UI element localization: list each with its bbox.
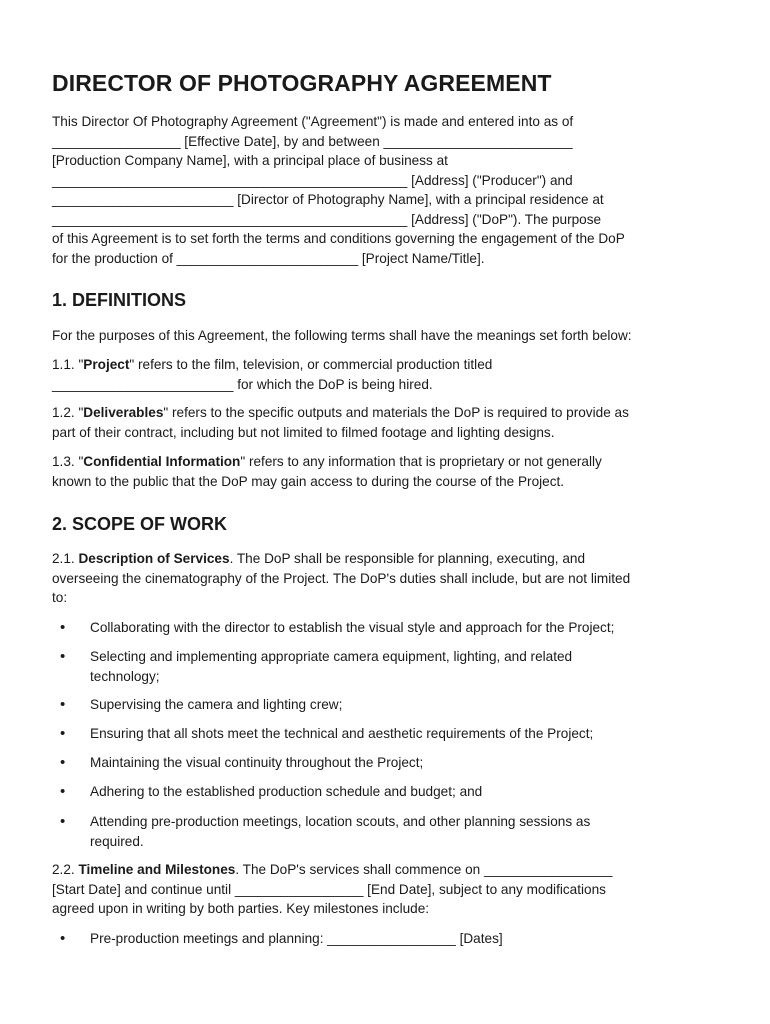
defined-term: Project — [83, 357, 130, 372]
clause-number: 1.2. " — [52, 405, 84, 420]
clause-text: . The DoP shall be responsible for planning, executing, and — [229, 551, 585, 566]
intro-line: of this Agreement is to set forth the terms and conditions governing the engagement of the DoP — [52, 231, 625, 246]
bullet-icon: • — [60, 813, 66, 830]
clause-number: 2.2. — [52, 862, 79, 877]
clause-text: [Start Date] and continue until _________________ [End Date], subject to any modifications — [52, 881, 606, 897]
list-item-text: Maintaining the visual continuity throughout the Project; — [90, 755, 424, 770]
bullet-icon: • — [60, 696, 66, 713]
clause-heading: Timeline and Milestones — [78, 862, 236, 877]
timeline-and-milestones — [52, 860, 718, 919]
definition-confidential-information — [52, 452, 718, 491]
clause-text: " refers to any information that is proprietary or not generally — [240, 454, 602, 469]
bullet-icon: • — [60, 783, 66, 800]
bullet-icon: • — [60, 754, 66, 771]
clause-number: 1.3. " — [52, 454, 84, 469]
bullet-icon: • — [60, 619, 66, 636]
intro-line: ________________________ [Director of Photography Name], with a principal residence at — [52, 192, 604, 207]
definitions-lead: For the purposes of this Agreement, the following terms shall have the meanings set forth below: — [52, 328, 632, 343]
section-heading-definitions: 1. DEFINITIONS — [52, 290, 187, 310]
intro-line: This Director Of Photography Agreement ("Agreement") is made and entered into as of — [52, 114, 574, 129]
clause-text: known to the public that the DoP may gain access to during the course of the Project. — [52, 473, 565, 489]
clause-text: " refers to the film, television, or commercial production titled — [129, 357, 493, 372]
intro-line: _________________ [Effective Date], by and between _________________________ — [52, 133, 573, 149]
list-item-text: Adhering to the established production schedule and budget; and — [90, 784, 483, 799]
list-item-text: Collaborating with the director to establish the visual style and approach for the Project; — [90, 620, 615, 635]
list-item-text: Attending pre-production meetings, location scouts, and other planning sessions as required. — [90, 814, 591, 849]
bullet-icon: • — [60, 725, 66, 742]
clause-text: part of their contract, including but not limited to filmed footage and lighting designs. — [52, 424, 555, 440]
defined-term: Confidential Information — [83, 454, 241, 469]
document-title: DIRECTOR OF PHOTOGRAPHY AGREEMENT — [52, 70, 552, 96]
intro-line: [Production Company Name], with a principal place of business at — [52, 153, 448, 168]
intro-line: _______________________________________________ [Address] ("Producer") and — [52, 172, 573, 188]
intro-paragraph — [52, 112, 718, 268]
list-item-text: Selecting and implementing appropriate camera equipment, lighting, and related technology; — [90, 649, 573, 684]
clause-heading: Description of Services — [78, 551, 230, 566]
clause-text: agreed upon in writing by both parties. Key milestones include: — [52, 901, 430, 916]
clause-text: " refers to the specific outputs and materials the DoP is required to provide as — [163, 405, 629, 420]
definition-project — [52, 355, 718, 394]
list-item-text: Pre-production meetings and planning: _________________ [Dates] — [90, 931, 503, 946]
clause-text: overseeing the cinematography of the Project. The DoP's duties shall include, but are not limited — [52, 570, 631, 586]
clause-text: to: — [52, 590, 68, 605]
section-heading-scope-of-work: 2. SCOPE OF WORK — [52, 514, 228, 534]
clause-text: ________________________ for which the DoP is being hired. — [52, 376, 433, 392]
intro-line: _______________________________________________ [Address] ("DoP"). The purpose — [52, 211, 602, 227]
clause-number: 1.1. " — [52, 357, 84, 372]
defined-term: Deliverables — [83, 405, 164, 420]
definition-deliverables — [52, 403, 718, 442]
list-item-text: Ensuring that all shots meet the technical and aesthetic requirements of the Project; — [90, 726, 594, 741]
bullet-icon: • — [60, 930, 66, 947]
bullet-icon: • — [60, 648, 66, 665]
list-item-text: Supervising the camera and lighting crew; — [90, 697, 343, 712]
clause-number: 2.1. — [52, 551, 79, 566]
description-of-services — [52, 549, 718, 608]
intro-line: for the production of ________________________ [Project Name/Title]. — [52, 250, 485, 266]
clause-text: . The DoP's services shall commence on _________________ — [235, 862, 613, 877]
